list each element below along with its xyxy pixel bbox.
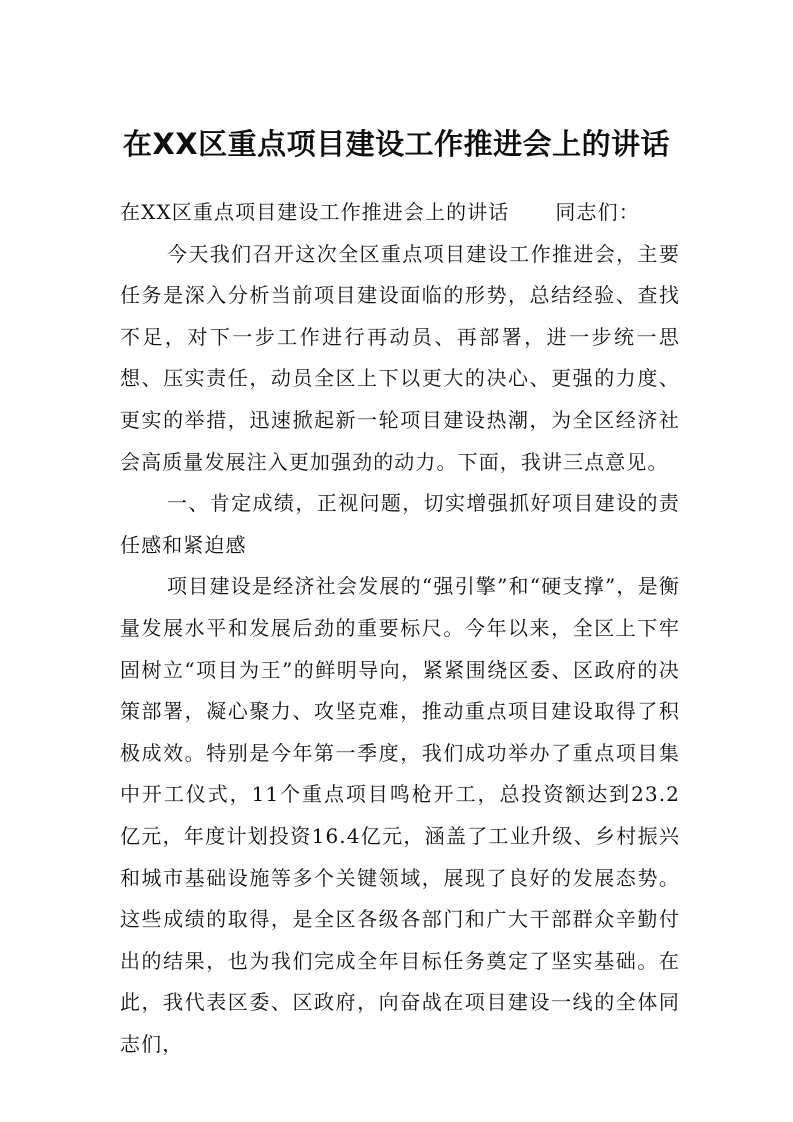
section-heading-1: 一、肯定成绩，正视问题，切实增强抓好项目建设的责任感和紧迫感 — [120, 491, 680, 557]
paragraph-intro: 今天我们召开这次全区重点项目建设工作推进会，主要任务是深入分析当前项目建设面临的形势，总结经验、查找不足，对下一步工作进行再动员、再部署，进一步统一思想、压实责任，动员全区上下以更大的决心、更强的力度、更实的举措，迅速掀起新一轮项目建设热潮，为全区经济社会高质量发展注入更加强劲的动力。下面，我讲三点意见。 — [120, 241, 680, 474]
paragraph-achievements: 项目建设是经济社会发展的“强引擎”和“硬支撑”，是衡量发展水平和发展后劲的重要标尺。今年以来，全区上下牢固树立“项目为王”的鲜明导向，紧紧围绕区委、区政府的决策部署，凝心聚力、攻坚克难，推动重点项目建设取得了积极成效。特别是今年第一季度，我们成功举办了重点项目集中开工仪式，11个重点项目鸣枪开工，总投资额达到23.2亿元，年度计划投资16.4亿元，涵盖了工业升级、乡村振兴和城市基础设施等多个关键领域，展现了良好的发展态势。这些成绩的取得，是全区各级各部门和广大干部群众辛勤付出的结果，也为我们完成全年目标任务奠定了坚实基础。在此，我代表区委、区政府，向奋战在项目建设一线的全体同志们， — [120, 574, 680, 1056]
lead-line — [120, 192, 680, 234]
salutation: 同志们： — [555, 200, 640, 224]
lead-title: 在XX区重点项目建设工作推进会上的讲话 — [120, 200, 510, 224]
document-title: 在XX区重点项目建设工作推进会上的讲话 — [122, 127, 671, 161]
document-body — [120, 192, 680, 1065]
